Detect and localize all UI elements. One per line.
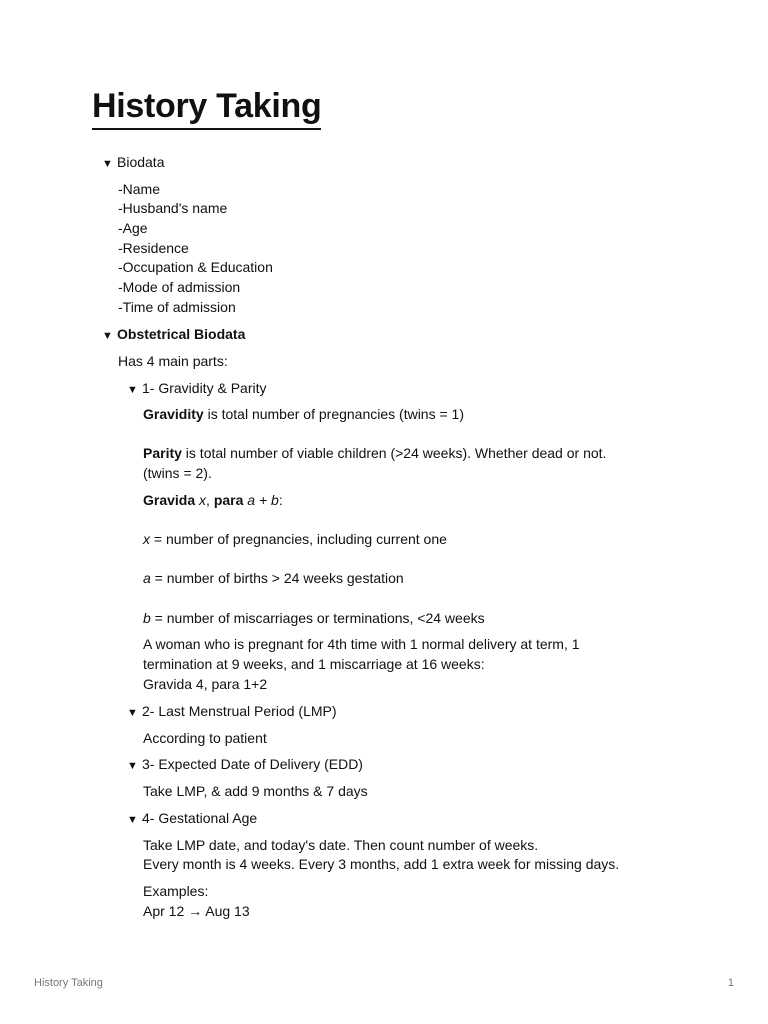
example-line: termination at 9 weeks, and 1 miscarriage at 16 weeks: xyxy=(143,656,485,672)
list-item: -Husband's name xyxy=(118,200,228,216)
a-def: = number of births > 24 weeks gestation xyxy=(150,570,404,586)
toggle-gravidity-parity[interactable] xyxy=(127,378,266,400)
list-item: -Age xyxy=(118,220,148,236)
triangle-down-icon[interactable]: ▼ xyxy=(127,814,138,826)
obstetrical-heading: Obstetrical Biodata xyxy=(117,326,246,342)
examples-label: Examples: xyxy=(143,883,209,899)
parity-definition-cont: (twins = 2). xyxy=(143,465,212,481)
toggle-obstetrical-biodata[interactable] xyxy=(102,324,245,346)
formula-x: x xyxy=(195,492,207,508)
list-item: -Name xyxy=(118,181,161,197)
gravida-formula xyxy=(143,490,283,510)
gp-heading: 1- Gravidity & Parity xyxy=(142,380,267,396)
x-definition xyxy=(143,529,447,549)
example-line: Gravida 4, para 1+2 xyxy=(143,676,268,692)
toggle-edd[interactable] xyxy=(127,754,363,776)
page-number: 1 xyxy=(727,977,734,989)
example-date: Apr 12 → Aug 13 xyxy=(143,903,250,919)
formula-ab: a + b xyxy=(243,492,279,508)
toggle-biodata[interactable] xyxy=(102,152,164,174)
b-def: = number of miscarriages or terminations, <24 weeks xyxy=(150,610,485,626)
edd-text: Take LMP, & add 9 months & 7 days xyxy=(143,783,368,799)
triangle-down-icon[interactable]: ▼ xyxy=(127,384,138,396)
b-var: b xyxy=(143,610,151,626)
toggle-gestational-age[interactable] xyxy=(127,808,257,830)
lmp-text: According to patient xyxy=(143,730,267,746)
a-definition xyxy=(143,568,404,588)
b-definition xyxy=(143,608,485,628)
biodata-heading: Biodata xyxy=(117,154,165,170)
a-var: a xyxy=(143,570,151,586)
list-item: -Residence xyxy=(118,240,189,256)
gravidity-definition xyxy=(143,404,464,424)
gravidity-text: is total number of pregnancies (twins = 1) xyxy=(203,406,464,422)
ga-heading: 4- Gestational Age xyxy=(142,810,258,826)
obstetrical-intro: Has 4 main parts: xyxy=(118,353,228,369)
list-item: -Mode of admission xyxy=(118,279,241,295)
formula-comma: , xyxy=(206,492,214,508)
footer-title: History Taking xyxy=(34,977,103,989)
triangle-down-icon[interactable]: ▼ xyxy=(127,707,138,719)
triangle-down-icon[interactable]: ▼ xyxy=(102,330,113,342)
formula-para: para xyxy=(213,492,244,508)
list-item: -Time of admission xyxy=(118,299,236,315)
gravidity-term: Gravidity xyxy=(143,406,204,422)
example-line: A woman who is pregnant for 4th time with 1 normal delivery at term, 1 xyxy=(143,636,580,652)
formula-gravida: Gravida xyxy=(143,492,196,508)
page-title: History Taking xyxy=(92,84,321,130)
parity-term: Parity xyxy=(143,445,182,461)
parity-definition xyxy=(143,443,606,463)
x-var: x xyxy=(143,531,150,547)
edd-heading: 3- Expected Date of Delivery (EDD) xyxy=(142,756,363,772)
triangle-down-icon[interactable]: ▼ xyxy=(102,158,113,170)
toggle-lmp[interactable] xyxy=(127,701,337,723)
formula-colon: : xyxy=(278,492,283,508)
ga-text: Take LMP date, and today's date. Then count number of weeks. xyxy=(143,837,539,853)
x-def: = number of pregnancies, including current one xyxy=(150,531,447,547)
lmp-heading: 2- Last Menstrual Period (LMP) xyxy=(142,703,337,719)
ga-text: Every month is 4 weeks. Every 3 months, add 1 extra week for missing days. xyxy=(143,856,620,872)
triangle-down-icon[interactable]: ▼ xyxy=(127,760,138,772)
list-item: -Occupation & Education xyxy=(118,259,273,275)
parity-text: is total number of viable children (>24 weeks). Whether dead or not. xyxy=(181,445,607,461)
